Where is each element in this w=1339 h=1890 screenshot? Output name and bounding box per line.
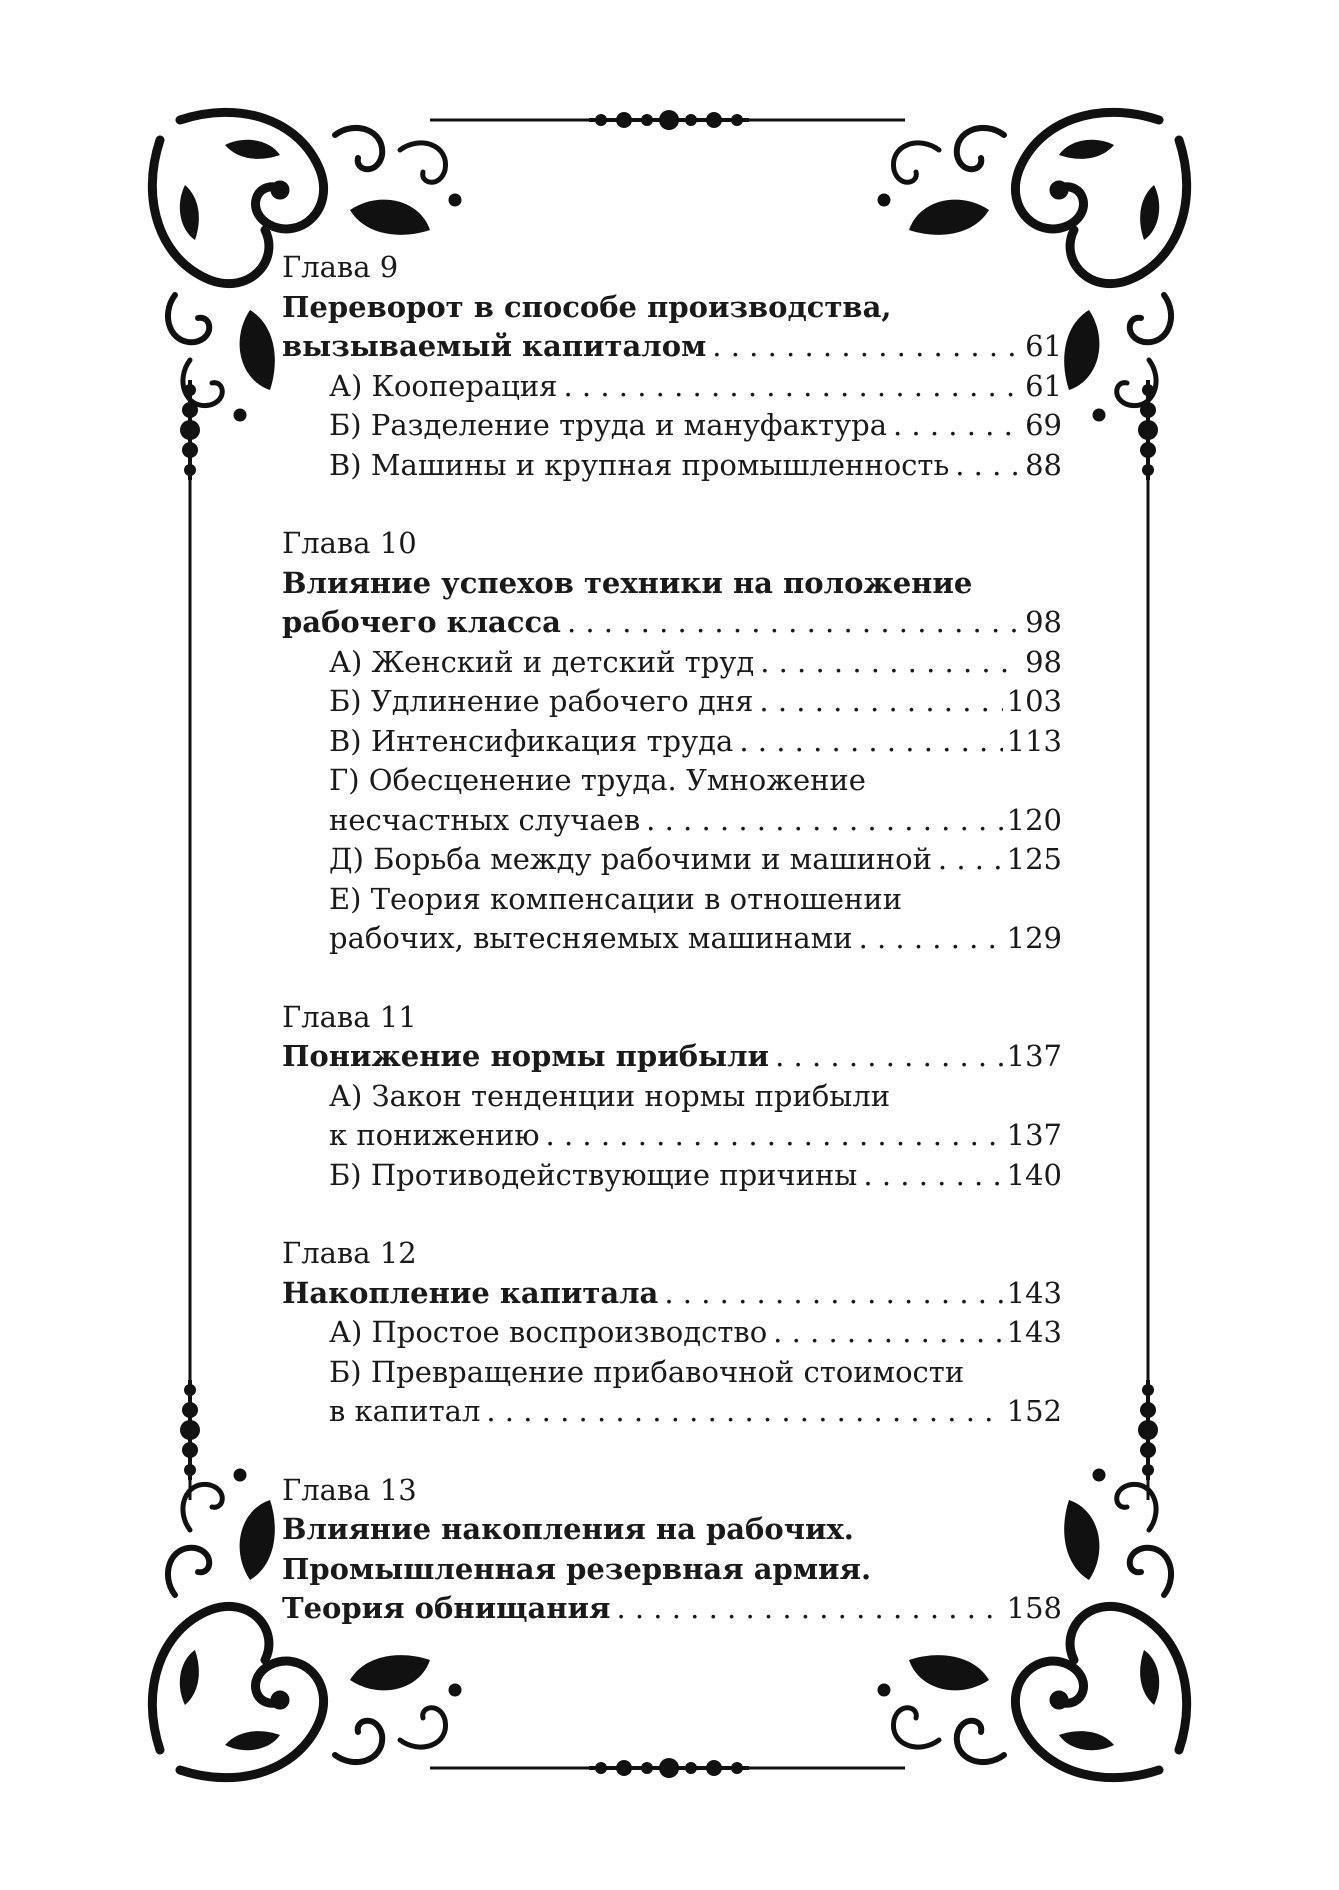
page-number: 120 <box>1006 802 1062 837</box>
section-entry[interactable] <box>282 446 1062 486</box>
chapter-entry[interactable] <box>282 1037 1062 1077</box>
right-lower-ornament <box>1138 1380 1158 1480</box>
section-entry[interactable] <box>282 1392 1062 1432</box>
section-entry[interactable] <box>282 919 1062 959</box>
chapter-title-line: Переворот в способе производства, <box>282 289 892 324</box>
chapter-label: Глава 11 <box>282 999 417 1034</box>
section-title: В) Интенсификация труда <box>329 723 734 758</box>
dot-leader <box>646 801 1002 841</box>
chapter-label: Глава 9 <box>282 250 399 284</box>
chapter-title: Теория обнищания <box>282 1591 611 1625</box>
dot-leader <box>893 406 1021 446</box>
left-upper-ornament <box>180 380 200 480</box>
section-entry[interactable] <box>282 1156 1062 1196</box>
chapter-entry[interactable] <box>282 327 1062 367</box>
dot-leader <box>863 1156 1002 1196</box>
page-number: 113 <box>1006 723 1062 758</box>
section-entry[interactable] <box>282 682 1062 722</box>
page-number: 129 <box>1006 921 1062 955</box>
dot-leader <box>664 1274 1002 1314</box>
section-title: к понижению <box>329 1118 540 1152</box>
page-number: 143 <box>1006 1275 1062 1310</box>
section-entry[interactable] <box>282 643 1062 683</box>
chapter-title: Понижение нормы прибыли <box>282 1039 770 1073</box>
dot-leader <box>955 446 1021 486</box>
page-number: 143 <box>1006 1315 1062 1349</box>
page-number: 137 <box>1006 1118 1062 1152</box>
chapter-entry[interactable] <box>282 1274 1062 1314</box>
dot-leader <box>859 919 1003 959</box>
chapter-entry[interactable] <box>282 603 1062 643</box>
chapter-title-line: Промышленная резервная армия. <box>282 1551 872 1586</box>
section-entry[interactable] <box>282 367 1062 407</box>
chapter-block <box>282 998 1062 1196</box>
section-entry[interactable] <box>282 1116 1062 1156</box>
dot-leader <box>739 722 1002 762</box>
section-entry[interactable] <box>282 1313 1062 1353</box>
section-entry[interactable] <box>282 801 1062 841</box>
dot-leader <box>567 603 1021 643</box>
section-title-line: Б) Превращение прибавочной стоимости <box>329 1354 965 1389</box>
chapter-title: Накопление капитала <box>282 1275 659 1310</box>
chapter-label: Глава 12 <box>282 1236 417 1270</box>
page-number: 61 <box>1025 368 1062 403</box>
page-number: 103 <box>1006 684 1062 718</box>
dot-leader <box>486 1392 1002 1432</box>
section-title-line: Г) Обесценение труда. Умножение <box>329 763 866 797</box>
chapter-entry[interactable] <box>282 1589 1062 1629</box>
section-title: А) Женский и детский труд <box>329 644 755 679</box>
chapter-block <box>282 1234 1062 1432</box>
section-title-line: Е) Теория компенсации в отношении <box>329 881 903 916</box>
dot-leader <box>546 1116 1003 1156</box>
chapter-title-line: Влияние накопления на рабочих. <box>282 1512 854 1546</box>
dot-leader <box>759 682 1002 722</box>
chapter-label: Глава 13 <box>282 1472 417 1507</box>
dot-leader <box>760 643 1021 683</box>
dot-leader <box>563 367 1021 407</box>
chapter-block <box>282 1471 1062 1629</box>
page-number: 88 <box>1025 447 1062 482</box>
section-title: А) Кооперация <box>329 368 558 403</box>
section-entry[interactable] <box>282 406 1062 446</box>
left-lower-ornament <box>180 1380 200 1480</box>
section-title: Б) Разделение труда и мануфактура <box>329 408 887 442</box>
dot-leader <box>712 327 1021 367</box>
section-entry[interactable] <box>282 840 1062 880</box>
top-ornament <box>589 110 749 130</box>
section-entry[interactable] <box>282 722 1062 762</box>
bottom-ornament <box>589 1758 749 1778</box>
section-title: в капитал <box>329 1394 481 1428</box>
page-number: 158 <box>1006 1591 1062 1625</box>
page-number: 61 <box>1025 329 1062 363</box>
section-title: несчастных случаев <box>329 802 641 837</box>
section-title: Б) Противодействующие причины <box>329 1157 858 1192</box>
page-number: 69 <box>1025 408 1062 442</box>
page-number: 137 <box>1006 1039 1062 1073</box>
page-number: 98 <box>1025 605 1062 639</box>
chapter-title: вызываемый капиталом <box>282 329 707 363</box>
chapter-block <box>282 248 1062 485</box>
section-title: А) Простое воспроизводство <box>329 1315 768 1349</box>
page-number: 152 <box>1006 1394 1062 1428</box>
section-title: рабочих, вытесняемых машинами <box>329 921 853 955</box>
section-title: Д) Борьба между рабочими и машиной <box>329 842 932 876</box>
section-title: В) Машины и крупная промышленность <box>329 447 950 482</box>
section-title-line: А) Закон тенденции нормы прибыли <box>329 1078 891 1113</box>
table-of-contents <box>282 248 1062 1629</box>
dot-leader <box>616 1589 1002 1629</box>
dot-leader <box>773 1313 1002 1353</box>
dot-leader <box>938 840 1003 880</box>
page-number: 140 <box>1006 1157 1062 1192</box>
page-number: 98 <box>1025 644 1062 679</box>
chapter-title-line: Влияние успехов техники на положение <box>282 565 973 600</box>
section-title: Б) Удлинение рабочего дня <box>329 684 754 718</box>
chapter-block <box>282 524 1062 959</box>
page-number: 125 <box>1006 842 1062 876</box>
dot-leader <box>775 1037 1003 1077</box>
chapter-label: Глава 10 <box>282 526 417 560</box>
chapter-title: рабочего класса <box>282 605 561 639</box>
